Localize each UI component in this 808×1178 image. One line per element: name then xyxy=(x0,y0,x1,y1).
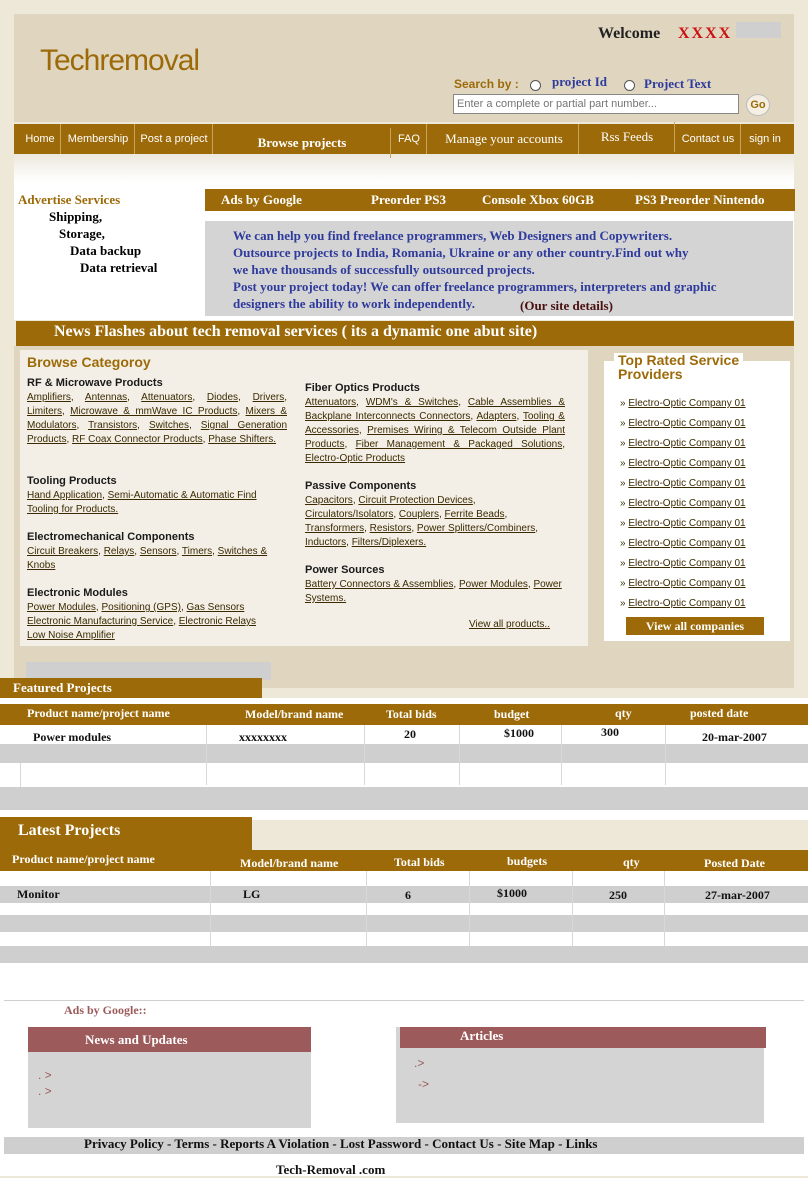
latest-th-qty: qty xyxy=(623,855,640,869)
link-switches[interactable]: Switches xyxy=(148,420,189,431)
link-power-systems[interactable]: Power Systems. xyxy=(305,579,562,604)
nav-sign-in[interactable]: sign in xyxy=(749,133,781,145)
link-relays[interactable]: Relays xyxy=(103,546,135,557)
chevron-right-icon: » xyxy=(620,518,629,529)
featured-title: Featured Projects xyxy=(0,678,262,698)
news-flash-text[interactable]: News Flashes about tech removal services ( its a dynamic one abut site) xyxy=(54,323,538,340)
link-circuit-breakers[interactable]: Circuit Breakers xyxy=(27,546,99,557)
provider-item[interactable] xyxy=(620,478,746,489)
intro-line: designers the ability to work independently. xyxy=(233,296,475,311)
featured-th-name: Product name/project name xyxy=(27,706,170,720)
chevron-right-icon: » xyxy=(620,498,629,509)
latest-th-model: Model/brand name xyxy=(240,856,339,870)
site-logo[interactable]: Techremoval xyxy=(40,44,200,77)
intro-line: Post your project today! We can offer freelance programmers, interpreters and graphic xyxy=(233,279,717,294)
provider-item[interactable] xyxy=(620,518,746,529)
chevron-right-icon: » xyxy=(620,578,629,589)
chevron-right-icon: » xyxy=(620,558,629,569)
link-ferrite-beads[interactable]: Ferrite Beads xyxy=(444,509,505,520)
featured-cell-date: 20-mar-2007 xyxy=(702,730,767,744)
link-rf-coax[interactable]: RF Coax Connector Products xyxy=(72,434,203,445)
col-divider xyxy=(20,763,21,787)
ad-link[interactable]: Preorder PS3 xyxy=(371,192,446,207)
link-phase-shifters[interactable]: Phase Shifters. xyxy=(208,434,277,445)
col-divider xyxy=(459,725,460,785)
nav-manage-accounts[interactable]: Manage your accounts xyxy=(430,124,579,154)
latest-gray-row xyxy=(0,946,808,963)
nav-browse-projects[interactable]: Browse projects xyxy=(214,128,391,158)
link-cable-assemblies[interactable]: Cable Assemblies & Backplane Interconnects Connectors xyxy=(305,397,566,422)
link-adapters[interactable]: Adapters xyxy=(476,411,517,422)
link-circulators[interactable]: Circulators/Isolators xyxy=(305,509,394,520)
provider-link[interactable]: Electro-Optic Company 01 xyxy=(628,598,746,609)
provider-link[interactable]: Electro-Optic Company 01 xyxy=(628,438,746,449)
advertise-item: Data backup xyxy=(70,243,142,258)
passive-links: Capacitors, Circuit Protection Devices, Circulators/Isolators, Couplers, Ferrite Beads, Transformers, Resistors, Power Splitters/Combiners, Inductors, Filters/Diplexers. xyxy=(305,495,539,548)
provider-link[interactable]: Electro-Optic Company 01 xyxy=(628,538,746,549)
latest-th-name: Product name/project name xyxy=(12,852,155,866)
intro-line: We can help you find freelance programmers, Web Designers and Copywriters. xyxy=(233,228,673,243)
link-mixers[interactable]: Mixers & Modulators xyxy=(27,406,287,431)
go-button[interactable]: Go xyxy=(746,94,770,116)
view-all-companies-button[interactable]: View all companies xyxy=(626,617,764,635)
link-circuit-protection[interactable]: Circuit Protection Devices xyxy=(358,495,473,506)
link-antennas[interactable]: Antennas xyxy=(84,392,128,403)
latest-cell-name[interactable]: Monitor xyxy=(17,887,60,901)
latest-title: Latest Projects xyxy=(0,817,252,850)
link-power-splitters[interactable]: Power Splitters/Combiners xyxy=(416,523,536,534)
provider-item[interactable] xyxy=(620,398,746,409)
link-power-modules-2[interactable]: Power Modules xyxy=(458,579,528,590)
welcome-box xyxy=(736,22,781,38)
link-positioning-gps[interactable]: Positioning (GPS) xyxy=(101,602,181,613)
nav-rss-feeds[interactable]: Rss Feeds xyxy=(580,122,675,152)
latest-th-budget: budgets xyxy=(507,854,548,868)
provider-link[interactable]: Electro-Optic Company 01 xyxy=(628,418,746,429)
nav-underline xyxy=(14,154,794,182)
nav-contact[interactable]: Contact us xyxy=(676,124,741,154)
featured-th-bids: Total bids xyxy=(386,707,437,721)
link-capacitors[interactable]: Capacitors xyxy=(305,495,353,506)
provider-item[interactable] xyxy=(620,578,746,589)
link-electronic-manufacturing[interactable]: Electronic Manufacturing Service xyxy=(27,616,174,627)
passive-title[interactable]: Passive Components xyxy=(305,480,417,492)
link-transformers[interactable]: Transformers xyxy=(305,523,365,534)
featured-gray-row xyxy=(0,744,808,763)
bottom-ads-label[interactable]: Ads by Google:: xyxy=(64,1003,147,1017)
electromechanical-title[interactable]: Electromechanical Components xyxy=(27,531,195,543)
provider-link[interactable]: Electro-Optic Company 01 xyxy=(628,518,746,529)
top-rated-title-line: Top Rated Service xyxy=(618,352,740,368)
search-input[interactable] xyxy=(453,94,739,114)
modules-title[interactable]: Electronic Modules xyxy=(27,587,128,599)
link-inductors[interactable]: Inductors xyxy=(305,537,347,548)
provider-item[interactable] xyxy=(620,558,746,569)
provider-item[interactable] xyxy=(620,498,746,509)
link-semi-automatic[interactable]: Semi-Automatic & Automatic Find Tooling for Products. xyxy=(27,490,257,515)
provider-link[interactable]: Electro-Optic Company 01 xyxy=(628,478,746,489)
radio-project-id[interactable] xyxy=(530,80,541,91)
modules-links: Power Modules, Positioning (GPS), Gas Sensors Electronic Manufacturing Service, Electronic Relays Low Noise Amplifier xyxy=(27,602,257,641)
chevron-right-icon: » xyxy=(620,478,629,489)
link-fiber-management[interactable]: Fiber Management & Packaged Solutions xyxy=(355,439,563,450)
advertise-item: Storage, xyxy=(59,226,105,241)
latest-cell-date: 27-mar-2007 xyxy=(705,888,770,902)
link-timers[interactable]: Timers xyxy=(181,546,213,557)
link-limiters[interactable]: Limiters xyxy=(27,406,63,417)
link-electro-optic[interactable]: Electro-Optic Products xyxy=(305,453,406,464)
latest-cell-model: LG xyxy=(243,887,261,901)
power-links: Battery Connectors & Assemblies, Power Modules, Power Systems. xyxy=(305,579,562,604)
featured-cell-bids: 20 xyxy=(404,727,416,741)
advertise-item: Data retrieval xyxy=(80,260,158,275)
tooling-title[interactable]: Tooling Products xyxy=(27,475,117,487)
col-divider xyxy=(469,871,470,946)
article-item[interactable]: -> xyxy=(418,1077,430,1091)
advertise-item: Shipping, xyxy=(49,209,103,224)
provider-link[interactable]: Electro-Optic Company 01 xyxy=(628,458,746,469)
featured-cell-model: xxxxxxxx xyxy=(239,730,287,744)
provider-item[interactable] xyxy=(620,598,746,609)
featured-th-qty: qty xyxy=(615,706,632,720)
latest-th-date: Posted Date xyxy=(704,856,765,870)
nav-home[interactable]: Home xyxy=(20,124,61,154)
col-divider xyxy=(366,871,367,946)
chevron-right-icon: » xyxy=(620,418,629,429)
latest-cell-budget: $1000 xyxy=(497,886,527,900)
featured-gray-row xyxy=(0,787,808,810)
nav-post-project[interactable]: Post a project xyxy=(136,124,213,154)
link-couplers[interactable]: Couplers xyxy=(398,509,439,520)
latest-cell-bids: 6 xyxy=(405,888,411,902)
news-header: News and Updates xyxy=(28,1027,311,1052)
intro-line: Outsource projects to India, Romania, Ukraine or any other country.Find out why xyxy=(233,245,689,260)
chevron-right-icon: » xyxy=(620,398,629,409)
radio-project-text[interactable] xyxy=(624,80,635,91)
latest-cell-qty: 250 xyxy=(609,888,627,902)
featured-th-model: Model/brand name xyxy=(245,707,344,721)
link-microwave-ic[interactable]: Microwave & mmWave IC Products xyxy=(70,406,238,417)
featured-th-date: posted date xyxy=(690,706,749,720)
fiber-title[interactable]: Fiber Optics Products xyxy=(305,382,420,394)
featured-th-budget: budget xyxy=(494,707,530,721)
footer-links[interactable]: Privacy Policy - Terms - Reports A Violation - Lost Password - Contact Us - Site Map - Links xyxy=(84,1136,598,1151)
link-amplifiers[interactable]: Amplifiers xyxy=(27,392,71,403)
link-attenuators[interactable]: Attenuators xyxy=(141,392,193,403)
provider-item[interactable] xyxy=(620,438,746,449)
latest-gray-row xyxy=(0,915,808,932)
tooling-links: Hand Application, Semi-Automatic & Automatic Find Tooling for Products. xyxy=(27,490,257,515)
welcome-label: Welcome xyxy=(598,25,661,42)
rf-links: Amplifiers, Antennas, Attenuators, Diodes, Drivers, Limiters, Microwave & mmWave IC Products, Mixers & Modulators, Transistors, Switches, Signal Generation Products, RF Coax Connector Products, Phase Shifters. xyxy=(27,392,288,445)
news-item[interactable]: . > xyxy=(38,1068,52,1082)
provider-link[interactable]: Electro-Optic Company 01 xyxy=(628,558,746,569)
link-electronic-relays[interactable]: Electronic Relays xyxy=(178,616,257,627)
radio-project-text-label: Project Text xyxy=(644,76,712,91)
link-battery-connectors[interactable]: Battery Connectors & Assemblies xyxy=(305,579,454,590)
link-hand-application[interactable]: Hand Application xyxy=(27,490,103,501)
link-gas-sensors[interactable]: Gas Sensors xyxy=(186,602,245,613)
col-divider xyxy=(364,725,365,785)
col-divider xyxy=(561,725,562,785)
provider-item[interactable] xyxy=(620,418,746,429)
ads-label[interactable]: Ads by Google xyxy=(221,192,302,207)
link-filters[interactable]: Filters/Diplexers. xyxy=(351,537,427,548)
link-fiber-attenuators[interactable]: Attenuators xyxy=(305,397,357,408)
radio-project-id-label: project Id xyxy=(552,74,608,89)
article-item[interactable]: .> xyxy=(414,1056,425,1070)
nav-membership[interactable]: Membership xyxy=(62,124,135,154)
provider-item[interactable] xyxy=(620,538,746,549)
link-drivers[interactable]: Drivers xyxy=(252,392,285,403)
ad-link[interactable]: Console Xbox 60GB xyxy=(482,192,594,207)
col-divider xyxy=(210,871,211,946)
featured-cell-qty: 300 xyxy=(601,725,619,739)
link-tooling-accessories[interactable]: Tooling & Accessories xyxy=(305,411,565,436)
chevron-right-icon: » xyxy=(620,458,629,469)
site-details-link[interactable]: (Our site details) xyxy=(520,298,613,313)
chevron-right-icon: » xyxy=(620,438,629,449)
provider-link[interactable]: Electro-Optic Company 01 xyxy=(628,498,746,509)
latest-th-bids: Total bids xyxy=(394,855,445,869)
site-name: Tech-Removal .com xyxy=(276,1162,386,1177)
latest-gray-row xyxy=(0,886,808,903)
ad-link[interactable]: PS3 Preorder Nintendo xyxy=(635,192,765,207)
col-divider xyxy=(664,871,665,946)
chevron-right-icon: » xyxy=(620,598,629,609)
chevron-right-icon: » xyxy=(620,538,629,549)
link-switches-knobs[interactable]: Switches & Knobs xyxy=(27,546,268,571)
featured-cell-name[interactable]: Power modules xyxy=(33,730,112,744)
link-resistors[interactable]: Resistors xyxy=(369,523,412,534)
view-all-products-link[interactable]: View all products.. xyxy=(469,619,550,630)
link-premises-wiring[interactable]: Premises Wiring & Telecom Outside Plant Products xyxy=(305,425,565,450)
col-divider xyxy=(206,725,207,785)
link-low-noise-amplifier[interactable]: Low Noise Amplifier xyxy=(27,630,115,641)
link-diodes[interactable]: Diodes xyxy=(206,392,239,403)
col-divider xyxy=(572,871,573,946)
electromechanical-links: Circuit Breakers, Relays, Sensors, Timers, Switches & Knobs xyxy=(27,546,268,571)
top-rated-title-line: Providers xyxy=(618,366,683,382)
col-divider xyxy=(665,725,666,785)
link-sensors[interactable]: Sensors xyxy=(139,546,177,557)
bottom-rule xyxy=(4,1000,804,1001)
featured-cell-budget: $1000 xyxy=(504,726,534,740)
link-transistors[interactable]: Transistors xyxy=(88,420,138,431)
top-rated-title xyxy=(614,353,743,381)
intro-line: we have thousands of successfully outsourced projects. xyxy=(233,262,535,277)
provider-link[interactable]: Electro-Optic Company 01 xyxy=(628,578,746,589)
provider-item[interactable] xyxy=(620,458,746,469)
browse-title: Browse Categoroy xyxy=(27,354,151,370)
power-title[interactable]: Power Sources xyxy=(305,564,385,576)
advertise-title[interactable]: Advertise Services xyxy=(18,192,121,207)
articles-header: Articles xyxy=(400,1027,766,1048)
provider-link[interactable]: Electro-Optic Company 01 xyxy=(628,398,746,409)
link-wdm-switches[interactable]: WDM's & Switches xyxy=(365,397,459,408)
fiber-links: Attenuators, WDM's & Switches, Cable Assemblies & Backplane Interconnects Connectors, Adapters, Tooling & Accessories, Premises Wiring & Telecom Outside Plant Products, Fiber Management & Packaged Solutions, Electro-Optic Products xyxy=(305,397,566,464)
nav-faq[interactable]: FAQ xyxy=(392,124,427,154)
rf-title[interactable]: RF & Microwave Products xyxy=(27,377,163,389)
news-item[interactable]: . > xyxy=(38,1084,52,1098)
link-signal-generation[interactable]: Signal Generation Products xyxy=(27,420,287,445)
username: XXXX xyxy=(678,25,733,42)
link-power-modules[interactable]: Power Modules xyxy=(27,602,96,613)
search-label: Search by : xyxy=(454,77,519,91)
